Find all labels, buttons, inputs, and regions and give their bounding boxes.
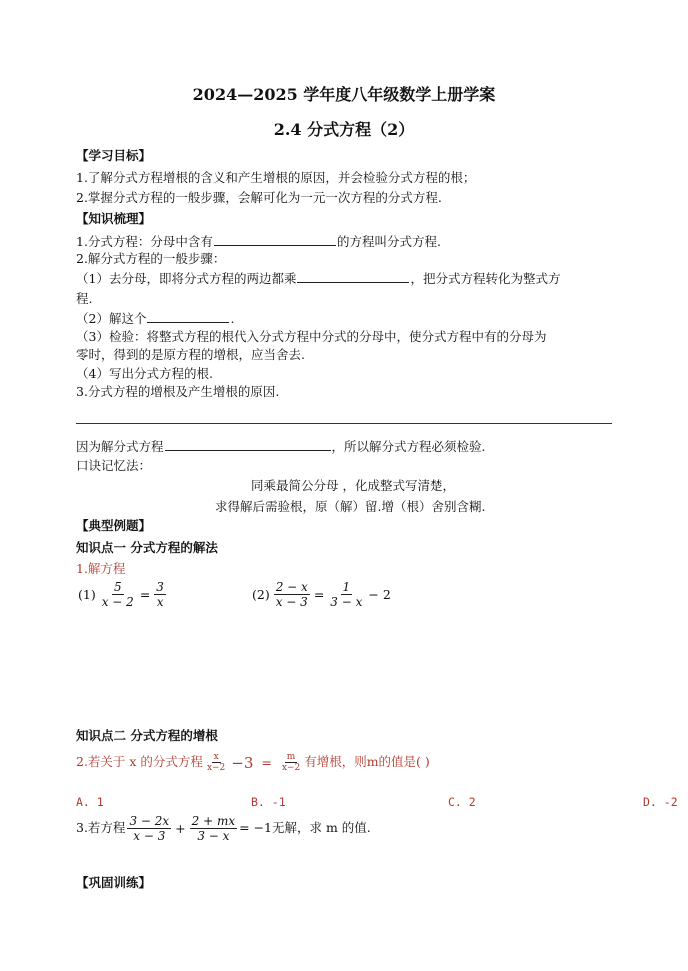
page-title: 2024—2025 学年度八年级数学上册学案 bbox=[192, 85, 496, 104]
fraction-denominator: x bbox=[156, 595, 164, 609]
equation-1-lhs-fraction bbox=[100, 580, 136, 609]
answer-line[interactable] bbox=[76, 423, 612, 424]
equation-2-tail: − 2 bbox=[368, 586, 391, 602]
plus-sign: + bbox=[175, 820, 186, 836]
question-1: 1.解方程 bbox=[76, 561, 126, 576]
fraction-numerator: 2 − x bbox=[275, 580, 308, 594]
equals-sign: = bbox=[313, 586, 325, 602]
question-2-fraction-1 bbox=[205, 752, 227, 773]
question-3-text-a: 3.若方程 bbox=[76, 820, 126, 835]
definition-text-a: 1.分式方程：分母中含有 bbox=[76, 234, 213, 249]
because-blank[interactable] bbox=[165, 438, 331, 451]
step2-line bbox=[76, 310, 234, 327]
because-text-a: 因为解分式方程 bbox=[76, 439, 164, 454]
fraction-numerator: m bbox=[286, 752, 296, 762]
step4-line: （4）写出分式方程的根. bbox=[76, 366, 213, 381]
mnemonic-line-1: 同乘最简公分母 ，化成整式写清楚， bbox=[251, 478, 455, 493]
goal-item-2: 2.掌握分式方程的一般步骤，会解可化为一元一次方程的分式方程. bbox=[76, 190, 442, 205]
question-3-fraction-1 bbox=[127, 814, 171, 843]
mnemonic-label: 口诀记忆法： bbox=[76, 458, 152, 473]
question-2 bbox=[76, 752, 430, 773]
step2-text-a: （2）解这个 bbox=[76, 311, 147, 326]
step1-line bbox=[76, 270, 560, 287]
step3-line-2: 零时，得到的是原方程的增根，应当舍去. bbox=[76, 347, 305, 362]
fraction-numerator: 5 bbox=[113, 580, 122, 594]
knowledge-point-2: 知识点二 分式方程的增根 bbox=[76, 728, 218, 743]
review-heading: 【知识梳理】 bbox=[76, 211, 152, 226]
equation-1-rhs-fraction bbox=[154, 580, 166, 609]
question-3-fraction-2 bbox=[190, 814, 237, 843]
equation-1-label: (1) bbox=[78, 586, 96, 602]
goals-heading: 【学习目标】 bbox=[76, 148, 152, 163]
question-2-minus-three: −3 bbox=[231, 753, 254, 772]
fraction-denominator: 3 − x bbox=[197, 829, 230, 843]
fraction-denominator: x − 3 bbox=[275, 595, 308, 609]
goal-item-1: 1.了解分式方程增根的含义和产生增根的原因，并会检验分式方程的根； bbox=[76, 170, 476, 185]
equation-2-lhs-fraction bbox=[274, 580, 310, 609]
question-3 bbox=[76, 814, 371, 843]
option-b[interactable]: B. -1 bbox=[251, 795, 286, 809]
equation-2-rhs-fraction bbox=[328, 580, 364, 609]
mnemonic-line-2: 求得解后需验根，原（解）留.增（根）舍别含糊. bbox=[215, 499, 486, 514]
definition-text-b: 的方程叫分式方程. bbox=[336, 234, 441, 249]
step2-blank[interactable] bbox=[147, 310, 229, 323]
definition-blank[interactable] bbox=[214, 233, 336, 246]
fraction-denominator: x − 2 bbox=[101, 595, 134, 609]
question-2-fraction-2 bbox=[280, 752, 302, 773]
practice-heading: 【巩固训练】 bbox=[76, 875, 152, 890]
page-subtitle: 2.4 分式方程（2） bbox=[273, 120, 415, 139]
fraction-numerator: 1 bbox=[342, 580, 351, 594]
definition-line bbox=[76, 233, 441, 250]
fraction-numerator: 2 + mx bbox=[191, 814, 236, 828]
fraction-numerator: 3 − 2x bbox=[129, 814, 170, 828]
question-3-text-b: = −1无解，求 m 的值. bbox=[239, 820, 371, 835]
step2-text-b: . bbox=[230, 311, 235, 326]
option-d[interactable]: D. -2 bbox=[643, 795, 678, 809]
step1-text-b: ，把分式方程转化为整式方 bbox=[410, 271, 561, 286]
because-line bbox=[76, 438, 486, 455]
item3-line: 3.分式方程的增根及产生增根的原因. bbox=[76, 384, 280, 399]
equation-2-label: (2) bbox=[252, 586, 270, 602]
step3-line-1: （3）检验：将整式方程的根代入分式方程中分式的分母中，使分式方程中有的分母为 bbox=[76, 329, 547, 344]
fraction-numerator: x bbox=[213, 752, 219, 762]
equation-1 bbox=[76, 580, 168, 609]
equals-sign: = bbox=[139, 586, 151, 602]
fraction-denominator: x − 3 bbox=[133, 829, 166, 843]
step1-blank[interactable] bbox=[297, 270, 409, 283]
because-text-b: ，所以解分式方程必须检验. bbox=[331, 439, 486, 454]
step1-text-a: （1）去分母，即将分式方程的两边都乘 bbox=[76, 271, 297, 286]
steps-title: 2.解分式方程的一般步骤： bbox=[76, 251, 226, 266]
step1-continued: 程. bbox=[76, 291, 93, 306]
fraction-denominator: 3 − x bbox=[330, 595, 363, 609]
question-2-equals: = bbox=[261, 754, 272, 770]
fraction-numerator: 3 bbox=[156, 580, 164, 594]
knowledge-point-1: 知识点一 分式方程的解法 bbox=[76, 540, 218, 555]
examples-heading: 【典型例题】 bbox=[76, 518, 152, 533]
question-2-text-b: 有增根，则m的值是( ) bbox=[304, 754, 430, 769]
fraction-denominator: x−2 bbox=[281, 763, 301, 773]
question-2-text-a: 2.若关于 x 的分式方程 bbox=[76, 754, 203, 769]
equation-2 bbox=[250, 580, 393, 609]
fraction-denominator: x−2 bbox=[206, 763, 226, 773]
option-c[interactable]: C. 2 bbox=[448, 795, 476, 809]
option-a[interactable]: A. 1 bbox=[76, 795, 104, 809]
